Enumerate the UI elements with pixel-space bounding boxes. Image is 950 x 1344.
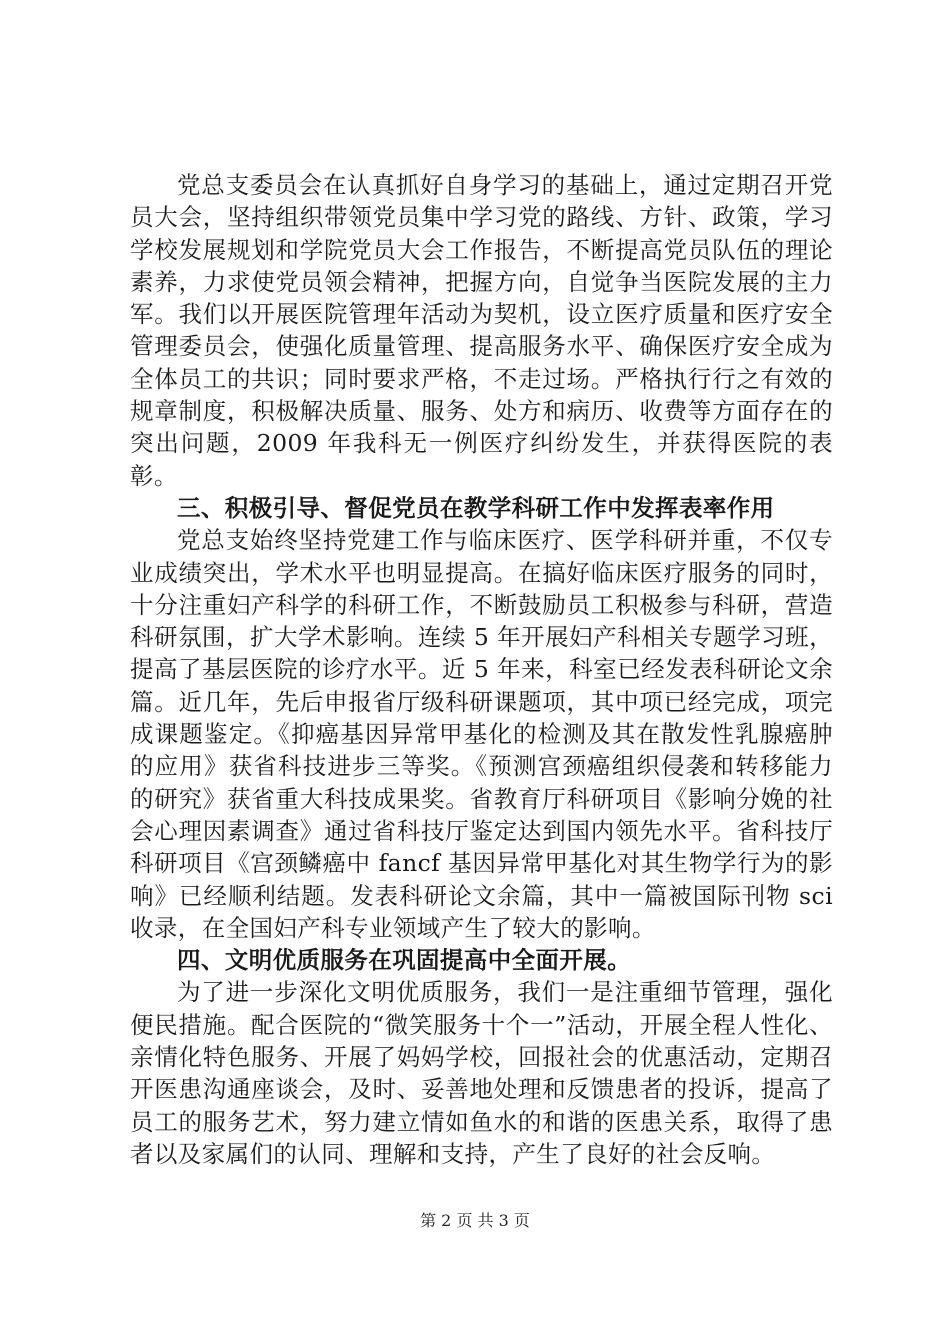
paragraph-party-study: 党总支委员会在认真抓好自身学习的基础上，通过定期召开党员大会，坚持组织带领党员集中学习党的路线、方针、政策，学习学校发展规划和学院党员大会工作报告，不断提高党员队伍的理论素养，力求使党员领会精神，把握方向，自觉争当医院发展的主力军。我们以开展医院管理年活动为契机，设立医疗质量和医疗安全管理委员会，使强化质量管理、提高服务水平、确保医疗安全成为全体员工的共识；同时要求严格，不走过场。严格执行行之有效的规章制度，积极解决质量、服务、处方和病历、收费等方面存在的突出问题，2009 年我科无一例医疗纠纷发生，并获得医院的表彰。: [130, 171, 833, 490]
paragraph-research: 党总支始终坚持党建工作与临床医疗、医学科研并重，不仅专业成绩突出，学术水平也明显提高。在搞好临床医疗服务的同时，十分注重妇产科学的科研工作，不断鼓励员工积极参与科研，营造科研氛围，扩大学术影响。连续 5 年开展妇产科相关专题学习班，提高了基层医院的诊疗水平。近 5 年来，科室已经发表科研论文余篇。近几年，先后申报省厅级科研课题项，其中项已经完成，项完成课题鉴定。《抑癌基因异常甲基化的检测及其在散发性乳腺癌肿的应用》获省科技进步三等奖。《预测宫颈癌组织侵袭和转移能力的研究》获省重大科技成果奖。省教育厅科研项目《影响分娩的社会心理因素调查》通过省科技厅鉴定达到国内领先水平。省科技厅科研项目《宫颈鳞癌中 fancf 基因异常甲基化对其生物学行为的影响》已经顺利结题。发表科研论文余篇，其中一篇被国际刊物 sci 收录，在全国妇产科专业领域产生了较大的影响。: [130, 526, 833, 942]
section-heading-3: 三、积极引导、督促党员在教学科研工作中发挥表率作用: [177, 493, 775, 522]
paragraph-service: 为了进一步深化文明优质服务，我们一是注重细节管理，强化便民措施。配合医院的“微笑服务十个一”活动，开展全程人性化、亲情化特色服务、开展了妈妈学校，回报社会的优惠活动，定期召开医患沟通座谈会，及时、妥善地处理和反馈患者的投诉，提高了员工的服务艺术，努力建立情如鱼水的和谐的医患关系，取得了患者以及家属们的认同、理解和支持，产生了良好的社会反响。: [130, 978, 833, 1168]
page-footer: 第 2 页 共 3 页: [420, 1211, 530, 1230]
document-body: [130, 169, 833, 1170]
section-heading-4: 四、文明优质服务在巩固提高中全面开展。: [177, 946, 632, 975]
